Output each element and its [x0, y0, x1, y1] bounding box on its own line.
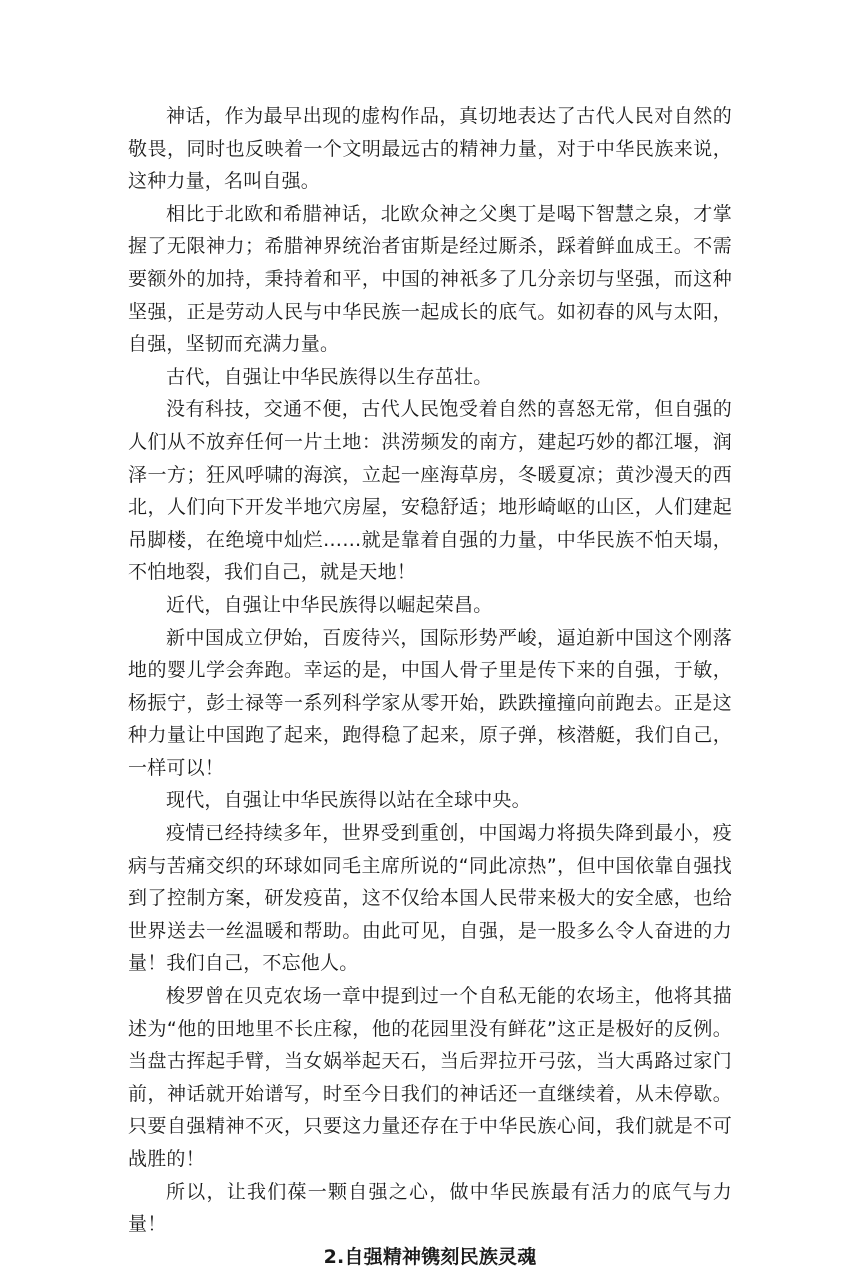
- paragraph-6: 新中国成立伊始，百废待兴，国际形势严峻，逼迫新中国这个刚落地的婴儿学会奔跑。幸运的是，中国人骨子里是传下来的自强，于敏，杨振宁，彭士禄等一系列科学家从零开始，跌跌撞撞向前跑去。正是这种力量让中国跑了起来，跑得稳了起来，原子弹，核潜艇，我们自己，一样可以！: [128, 626, 732, 779]
- section-heading: 2.自强精神镌刻民族灵魂: [323, 1245, 537, 1268]
- paragraph-8: 疫情已经持续多年，世界受到重创，中国竭力将损失降到最小，疫病与苦痛交织的环球如同毛主席所说的“同此凉热”，但中国依靠自强找到了控制方案，研发疫苗，这不仅给本国人民带来极大的安全感，也给世界送去一丝温暖和帮助。由此可见，自强，是一股多么令人奋进的力量！我们自己，不忘他人。: [128, 822, 732, 975]
- paragraph-9: 梭罗曾在贝克农场一章中提到过一个自私无能的农场主，他将其描述为“他的田地里不长庄稼，他的花园里没有鲜花”这正是极好的反例。当盘古挥起手臂，当女娲举起天石，当后羿拉开弓弦，当大禹路过家门前，神话就开始谱写，时至今日我们的神话还一直继续着，从未停歇。只要自强精神不灭，只要这力量还存在于中华民族心间，我们就是不可战胜的！: [128, 985, 732, 1170]
- paragraph-1: 神话，作为最早出现的虚构作品，真切地表达了古代人民对自然的敬畏，同时也反映着一个文明最远古的精神力量，对于中华民族来说，这种力量，名叫自强。: [128, 105, 732, 193]
- document-body: [128, 100, 732, 1273]
- paragraph-2: 相比于北欧和希腊神话，北欧众神之父奥丁是喝下智慧之泉，才掌握了无限神力；希腊神界统治者宙斯是经过厮杀，踩着鲜血成王。不需要额外的加持，秉持着和平，中国的神祇多了几分亲切与坚强，而这种坚强，正是劳动人民与中华民族一起成长的底气。如初春的风与太阳，自强，坚韧而充满力量。: [128, 202, 732, 356]
- paragraph-3: 古代，自强让中华民族得以生存茁壮。: [166, 365, 493, 388]
- paragraph-4: 没有科技，交通不便，古代人民饱受着自然的喜怒无常，但自强的人们从不放弃任何一片土地：洪涝频发的南方，建起巧妙的都江堰，润泽一方；狂风呼啸的海滨，立起一座海草房，冬暖夏凉；黄沙漫天的西北，人们向下开发半地穴房屋，安稳舒适；地形崎岖的山区，人们建起吊脚楼，在绝境中灿烂……就是靠着自强的力量，中华民族不怕天塌，不怕地裂，我们自己，就是天地！: [128, 398, 732, 584]
- paragraph-5: 近代，自强让中华民族得以崛起荣昌。: [166, 593, 493, 616]
- paragraph-10: 所以，让我们葆一颗自强之心，做中华民族最有活力的底气与力量！: [128, 1180, 732, 1236]
- paragraph-7: 现代，自强让中华民族得以站在全球中央。: [166, 789, 531, 812]
